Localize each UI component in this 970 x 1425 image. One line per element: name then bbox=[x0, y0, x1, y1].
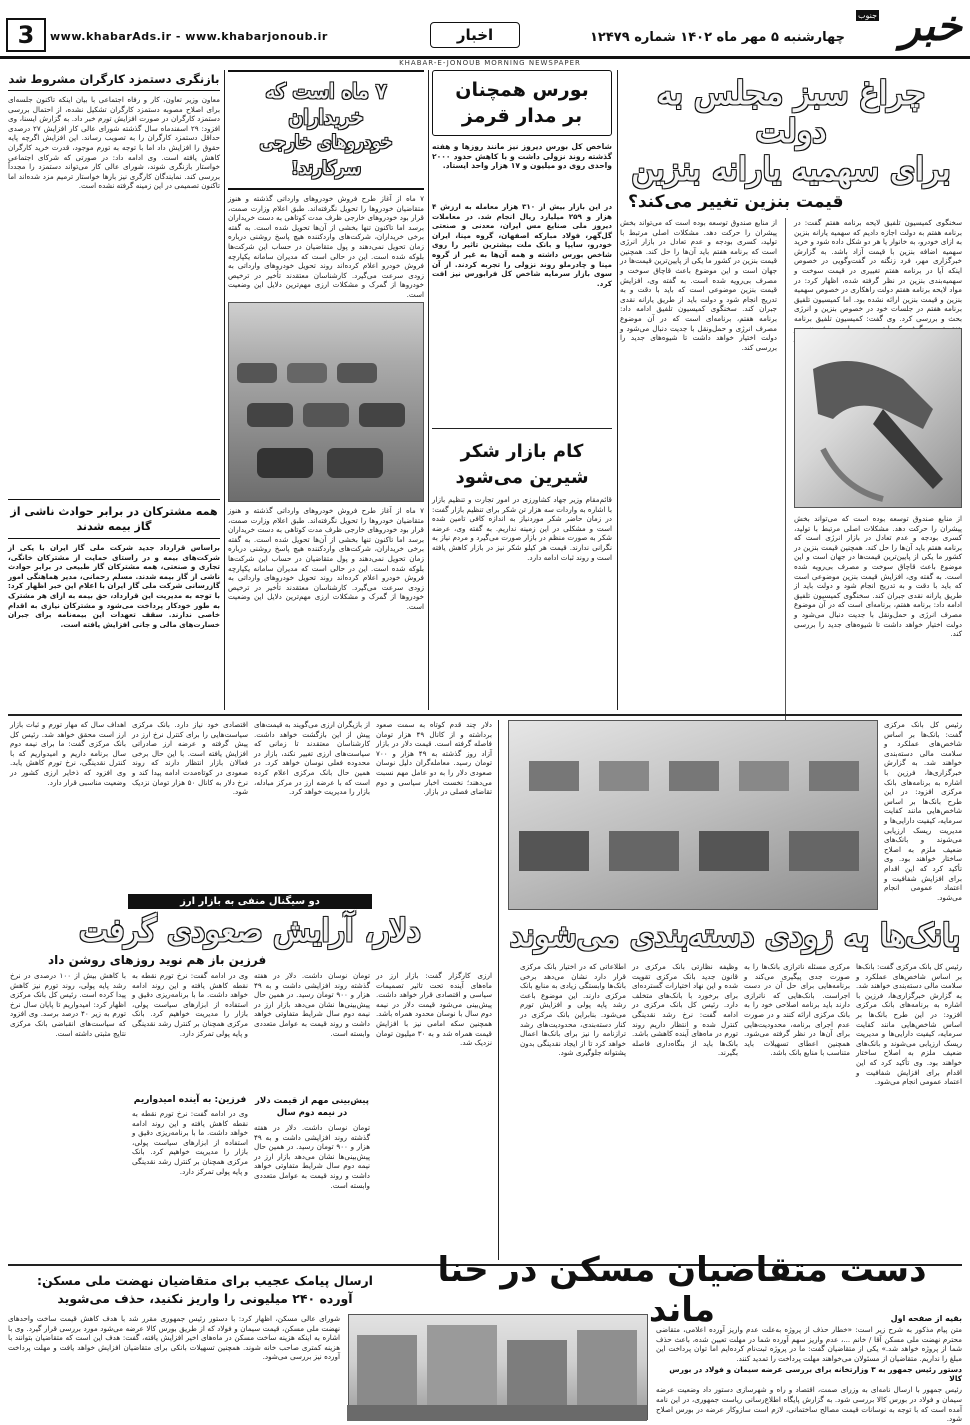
bourse-headline: بورس همچنان بر مدار قرمز bbox=[432, 70, 612, 136]
bourse-story bbox=[432, 70, 612, 710]
dollar-body-col6: تومان نوسان داشت. دلار در هفته گذشته روند افزایشی داشت و به ۴۹ هزار و ۹۰۰ تومان رسید. در همین حال پیش‌بینی‌ها نشان می‌دهد بازار ارز در نیمه دوم سال شرایط متفاوتی خواهد داشت و روند قیمت به عوامل متعددی وابسته است. bbox=[254, 971, 370, 1038]
dollar-body-col7: وی در ادامه گفت: نرخ تورم نقطه به نقطه کاهش یافته و این روند ادامه خواهد داشت. ما با برنامه‌ریزی دقیق و استفاده از ابزارهای سیاست پولی، بازار را مدیریت خواهیم کرد. بانک مرکزی همچنان بر کنترل رشد نقدینگی و پایه پولی تمرکز دارد. bbox=[132, 971, 248, 1038]
president-order-title: دستور رئیس جمهور به ۳ وزارتخانه برای بررسی عرضه سیمان و فولاد در بورس کالا bbox=[669, 1365, 962, 1384]
dollar-body-col1: دلار چند قدم کوتاه به سمت صعود برداشته و از کانال ۴۹ هزار تومان فاصله گرفته است. قیمت دلار در بازار آزاد روز گذشته به ۴۹ هزار و ۷۰۰ تومان رسید. معامله‌گران دلیل نوسان صعودی دلار را به دو عامل مهم نسبت می‌دهند؛ نخست اخبار سیاسی و دوم تقاضای فصلی در بازار. bbox=[376, 720, 493, 797]
sugar-body: قائم‌مقام وزیر جهاد کشاورزی در امور تجارت و تنظیم بازار با اشاره به واردات سه هزار تن شکر برای تنظیم بازار گفت: در زمان حاضر شکر موردنیاز به اندازه کافی تامین شده است و مشکلی در این زمینه نداریم. به گفته وی، عرضه شکر به صورت منظم در بازار صورت می‌گیرد و مردم نیاز به نگرانی ندارند. قیمت هر کیلو شکر نیز در بازار کاهش یافته است و روند ثبات ادامه دارد. bbox=[432, 495, 612, 562]
cars-headline-box bbox=[228, 70, 424, 190]
dollar-body-col2: از بازیگران ارزی می‌گویند به قیمت‌های پیش از این بازگشت خواهد داشت. کارشناسان معتقدند تا زمانی که سیاست‌های ارزی تغییر نکند، بازار در محدوده فعلی نوسان خواهد کرد. در همین حال بانک مرکزی اعلام کرده است که با عرضه ارز در مرکز مبادله، بازار را مدیریت خواهد کرد. bbox=[254, 720, 370, 797]
workers-story bbox=[8, 70, 220, 710]
farzin-box-title: فرزین: به آینده امیدواریم bbox=[133, 1095, 247, 1105]
housing-kicker-line2: آورده ۲۴۰ میلیونی را واریز نکنید، حذف می‌شوید bbox=[57, 1291, 353, 1306]
page-number: 3 bbox=[6, 18, 46, 52]
cars-parking-photo bbox=[228, 302, 424, 502]
dollar-headline: دلار، آرایش صعودی گرفت bbox=[79, 913, 421, 949]
logo-badge: جنوب bbox=[858, 11, 878, 20]
dollar-body-col6b: تومان نوسان داشت. دلار در هفته گذشته روند افزایشی داشت و به ۴۹ هزار و ۹۰۰ تومان رسید. در همین حال پیش‌بینی‌ها نشان می‌دهد بازار ارز در نیمه دوم سال شرایط متفاوتی خواهد داشت و روند قیمت به عوامل متعددی وابسته است. bbox=[254, 1123, 370, 1190]
cars-story bbox=[228, 70, 424, 710]
dollar-body-col5: ارزی کارگزار گفت: بازار ارز در ماه‌های آینده تحت تاثیر تصمیمات سیاسی و اقتصادی قرار خواهد داشت. پیش‌بینی می‌شود قیمت دلار در نیمه دوم سال با نوسان محدود همراه باشد. همچنین سکه امامی نیز با افزایش قیمت همراه شد و به ۳۰ میلیون تومان نزدیک شد. bbox=[376, 971, 492, 1048]
banks-body-col4: وظیفه نظارتی بانک مرکزی در قانون جدید بانک مرکزی تقویت شده و این نهاد اختیارات گسترده‌ای برای برخورد با بانک‌های متخلف دارد. رئیس کل بانک مرکزی در ادامه گفت: نرخ رشد نقدینگی کنترل شده و انتظار داریم روند تورم در ماه‌های آینده کاهشی باشد. بانک‌ها باید از بنگاه‌داری فاصله بگیرند. bbox=[632, 962, 738, 1058]
dollar-body-col3: اقتصادی خود نیاز دارد. بانک مرکزی سیاست‌هایی را برای کنترل نرخ ارز در پیش گرفته و عرضه ارز صادراتی افزایش یافته است. با این حال برخی فعالان بازار انتظار دارند که روند صعودی در کوتاه‌مدت ادامه پیدا کند و نرخ دلار به کانال ۵۰ هزار تومان نزدیک شود. bbox=[132, 720, 248, 797]
dollar-body-col4: اهداف سال که مهار تورم و ثبات بازار ارز است محقق خواهد شد. رئیس کل بانک مرکزی گفت: ما برای نیمه دوم سال برنامه داریم و امیدواریم که با کنترل نقدینگی، نرخ تورم کاهش یابد. وی افزود که ذخایر ارزی کشور در وضعیت مناسبی قرار دارد. bbox=[10, 720, 126, 787]
newspaper-logo bbox=[852, 1, 962, 56]
housing-buildings-photo bbox=[348, 1314, 648, 1420]
housing-story bbox=[8, 1250, 962, 1424]
gas-insurance-body: براساس قرارداد جدید شرکت ملی گاز ایران با یکی از شرکت‌های بیمه و در راستای حمایت از مشترکان خانگی، تجاری و صنعتی، همه مشترکان گاز طبیعی در برابر حوادث ناشی از گاز بیمه شدند. مسلم رحمانی، مدیر هماهنگی امور گازرسانی شرکت ملی گاز ایران با اعلام این خبر اظهار کرد: با توجه به مدیریت این قرارداد، حق بیمه به ازای هر مشترک به طور خودکار پرداخت می‌شود و مشترکان نیازی به اقدام خاصی ندارند. سقف تعهدات این بیمه‌نامه برای جبران خسارت‌های مالی و جانی افزایش یافته است. bbox=[8, 543, 220, 629]
dollar-forecast-title: پیش‌بینی مهم از قیمت دلار در نیمه دوم سال bbox=[255, 1096, 369, 1118]
dollar-body-col8: با کاهش بیش از ۱۰۰ درصدی در نرخ رشد پایه پولی، روند تورم نیز کاهش پیدا کرده است. رئیس کل بانک مرکزی اظهار کرد: امیدواریم تا پایان سال نرخ تورم به زیر ۴۰ درصد برسد. وی افزود که سیاست‌های انقباضی بانک مرکزی نتایج مثبتی داشته است. bbox=[10, 971, 127, 1038]
bourse-body: در این بازار بیش از ۳۱۰ هزار معامله به ارزش ۴ هزار و ۲۵۹ میلیارد ریال انجام شد. در معاملات دیروز ملی صنایع مس ایران، معدنی و صنعتی گل‌گهر، فولاد مبارکه اصفهان، گروه مپنا، ایران خودرو، سایپا و بانک ملت بیشترین تاثیر را روی شاخص بورس داشته و همه آن‌ها به غیر از گروه مپنا و چادرملو روند نزولی را تجربه کردند. از آن سوی بازار سرمایه شاخص کل فرابورس نیز افت کرد. bbox=[432, 202, 613, 288]
lead-body-col2: از منابع صندوق توسعه بوده است که می‌تواند بخش پیشران را حرکت دهد. مشکلات اصلی مرتبط با تولید، کسری بودجه و عدم تعادل در بازار انرژی است که برنامه هفتم باید آن‌ها را حل کند. همچنین قیمت بنزین در کشور ما یکی از پایین‌ترین قیمت‌ها در جهان است و این موضوع باعث قاچاق سوخت و مصرف بی‌رویه شده است. به گفته وی، افزایش قیمت بنزین موضوعی است که باید با دقت و به تدریج انجام شود و دولت باید از طریق یارانه نقدی جبران کند. سخنگوی کمیسیون تلفیق ادامه داد: برنامه هفتم، برنامه‌ای است که در آن موضوع مصرف انرژی و حمل‌ونقل با جدیت دنبال می‌شود و دولت اختیار خواهد داشت تا شیوه‌های جدید را بررسی کند. bbox=[620, 218, 778, 352]
dollar-subheadline: فرزین باز هم نوید روزهای روشن داد bbox=[48, 953, 267, 967]
dollar-kicker: دو سیگنال منفی به بازار ارز bbox=[128, 894, 372, 909]
sugar-headline: کام بازار شکر شیرین می‌شود bbox=[455, 441, 589, 488]
logo-wordmark: خبر bbox=[900, 1, 962, 50]
housing-body-right: متن پیام مذکور به شرح زیر است: «خطار حذف از پروژه به‌علت عدم واریز آورده اعلامی، متقاضی محترم نهضت ملی مسکن آقا / خانم ...، عدم واریز سهم آورده شما در مهلت تعیین شده، باعث حذف شما از پروژه خواهد شد.» یکی از متقاضیان گفت: ما در پروژه ثبت‌نام کرده‌ایم اما توان پرداخت این مبلغ را نداریم. متقاضیان از مسئولان می‌خواهند مهلت پرداخت را تمدید کنند. bbox=[656, 1325, 962, 1363]
lead-story bbox=[620, 70, 962, 710]
site-url[interactable]: www.khabarAds.ir - www.khabarjonoub.ir bbox=[50, 30, 328, 43]
bourse-lead: شاخص کل بورس دیروز نیز مانند روزها و هفته گذشته روند نزولی داشت و با کاهش حدود ۲۰۰۰ واحدی روی دو میلیون و ۱۷ هزار واحد ایستاد. bbox=[432, 142, 612, 171]
cars-headline-line2: خودروهای خارجی سرکارند! bbox=[259, 132, 393, 179]
lead-body-col1b: از منابع صندوق توسعه بوده است که می‌تواند بخش پیشران را حرکت دهد. مشکلات اصلی مرتبط با تولید، کسری بودجه و عدم تعادل در بازار انرژی است که برنامه هفتم باید آن‌ها را حل کند. همچنین قیمت بنزین در کشور ما یکی از پایین‌ترین قیمت‌ها در جهان است و این موضوع باعث قاچاق سوخت و مصرف بی‌رویه شده است. به گفته وی، افزایش قیمت بنزین موضوعی است که باید با دقت و به تدریج انجام شود و دولت باید از طریق یارانه نقدی جبران کند. سخنگوی کمیسیون تلفیق ادامه داد: برنامه هفتم، برنامه‌ای است که در آن موضوع مصرف انرژی و حمل‌ونقل با جدیت دنبال می‌شود و دولت اختیار خواهد داشت تا شیوه‌های جدید را بررسی کند. bbox=[794, 514, 962, 639]
housing-body-right2: رئیس جمهور با ارسال نامه‌ای به وزرای صمت، اقتصاد و راه و شهرسازی دستور داد وضعیت عرضه سیمان و فولاد در بورس کالا بررسی شود. به گزارش پایگاه اطلاع‌رسانی ریاست جمهوری، در این نامه آمده است که با توجه به نوسانات قیمت مصالح ساختمانی، لازم است سازوکار عرضه در بورس اصلاح شود. bbox=[656, 1385, 962, 1424]
gas-insurance-headline: همه مشترکان در برابر حوادث ناشی از گاز بیمه شدند bbox=[8, 499, 220, 539]
lead-headline-line2: برای سهمیه یارانه بنزین bbox=[631, 150, 951, 188]
issue-date: چهارشنبه ۵ مهر ماه ۱۴۰۲ شماره ۱۲۴۷۹ bbox=[590, 30, 845, 45]
cars-body-bottom: ۷ ماه از آغاز طرح فروش خودروهای وارداتی گذشته و هنوز متقاضیان خودروها را تحویل نگرفته‌اند. طبق اعلام وزارت صمت، قرار بود خودروهای خارجی ظرف مدت کوتاهی به دست خریداران برسد اما تاکنون تنها بخشی از آن‌ها تحویل شده است. به گفته برخی خریداران، شرکت‌های واردکننده هیچ پاسخ روشنی درباره زمان تحویل نمی‌دهند و پول متقاضیان در حساب این شرکت‌ها بلوکه شده است. این در حالی است که مدیران سامانه یکپارچه فروش خودرو اعلام کرده‌اند روند تحویل خودروهای وارداتی به زودی سرعت می‌گیرد. کارشناسان معتقدند تأخیر در ترخیص خودروها از گمرک و مشکلات ارزی مهم‌ترین دلایل این وضعیت است. bbox=[228, 506, 424, 611]
fuel-nozzle-photo bbox=[794, 328, 962, 508]
banks-headline: بانک‌ها به زودی دسته‌بندی می‌شوند bbox=[509, 918, 961, 954]
bank-desks-icon bbox=[509, 721, 877, 911]
banks-body-col2: رئیس کل بانک مرکزی گفت: بانک‌ها بر اساس شاخص‌های عملکرد و سلامت مالی دسته‌بندی خواهند شد. به گزارش خبرگزاری‌ها، فرزین با اشاره به برنامه‌های بانک مرکزی افزود: در این طرح بانک‌ها بر اساس شاخص‌هایی مانند کفایت سرمایه، کیفیت دارایی‌ها و مدیریت ریسک ارزیابی می‌شوند و بانک‌های ضعیف ملزم به اصلاح ساختار خواهند بود. وی تأکید کرد که این اقدام برای افزایش شفافیت و اعتماد عمومی انجام می‌شود. bbox=[856, 962, 962, 1087]
workers-headline: بازنگری دستمزد کارگران مشروط شد bbox=[8, 70, 220, 91]
housing-headline: دست متقاضیان مسکن در حنا ماند bbox=[437, 1250, 927, 1330]
banks-body-col5: اطلاعاتی که در اختیار بانک مرکزی قرار دارد نشان می‌دهد برخی بانک‌ها وابستگی زیادی به منابع بانک مرکزی دارند. این موضوع باعث رشد پایه پولی و افزایش تورم می‌شود. بنابراین بانک مرکزی در کنار دسته‌بندی، محدودیت‌های رشد ترازنامه را نیز برای بانک‌ها اعمال خواهد کرد تا از ایجاد نقدینگی بدون پشتوانه جلوگیری شود. bbox=[520, 962, 626, 1058]
masthead-strip: KHABAR-E-JONOUB MORNING NEWSPAPER bbox=[399, 59, 581, 67]
lead-headline-line1: چراغ سبز مجلس به دولت bbox=[656, 74, 926, 150]
buildings-icon bbox=[347, 1315, 647, 1421]
cars-headline-line1: ۷ ماه است که خریداران bbox=[265, 79, 387, 129]
dollar-story bbox=[8, 720, 492, 1260]
housing-kicker-line1: ارسال پیامک عجیب برای متقاضیان نهضت ملی مسکن: bbox=[37, 1273, 373, 1288]
banks-body-col1: رئیس کل بانک مرکزی گفت: بانک‌ها بر اساس شاخص‌های عملکرد و سلامت مالی دسته‌بندی خواهند شد. به گزارش خبرگزاری‌ها، فرزین با اشاره به برنامه‌های بانک مرکزی افزود: در این طرح بانک‌ها بر اساس شاخص‌هایی مانند کفایت سرمایه، کیفیت دارایی‌ها و مدیریت ریسک ارزیابی می‌شوند و بانک‌های ضعیف ملزم به اصلاح ساختار خواهند بود. وی تأکید کرد که این اقدام برای افزایش شفافیت و اعتماد عمومی انجام می‌شود. bbox=[884, 720, 962, 902]
housing-body-left: شورای عالی مسکن، اظهار کرد: با دستور رئیس جمهوری مقرر شد با هدف کاهش قیمت ساخت واحدهای نهضت ملی مسکن، قیمت سیمان و فولاد که از طریق بورس کالا عرضه می‌شود مورد بررسی قرار گیرد. وی با اشاره به اینکه هزینه ساخت مسکن در ماه‌های اخیر افزایش یافته، گفت: هدف این است که متقاضیان بتوانند با هزینه کمتری صاحب خانه شوند. همچنین تسهیلات بانکی برای متقاضیان افزایش خواهد یافت و مهلت پرداخت آورده نیز بررسی می‌شود. bbox=[8, 1314, 340, 1362]
masthead bbox=[0, 0, 970, 67]
lead-body-col1: سخنگوی کمیسیون تلفیق لایحه برنامه هفتم گفت: در برنامه هفتم به دولت اجازه دادیم که سهمیه یارانه بنزین به ازای خودرو، به خانوار یا هر دو شکل داده شود و خرید سهمیه اضافه بنزین با قیمت آزاد باشد. به گزارش خبرگزاری مهر، فرد زنگنه در گفت‌وگویی در خصوص اینکه آیا در برنامه هفتم تغییری در قیمت سوخت و سهمیه‌بندی بنزین در نظر گرفته شده، اظهار کرد: در مواد لایحه برنامه هفتم دولت راهکاری در خصوص سهمیه بنزین و قیمت بنزین ارائه نشده بود. اما کمیسیون تلفیق برنامه هفتم در جلسات خود در خصوص بنزین و انرژی بحث و بررسی کرد. وی گفت: کمیسیون تلفیق برنامه bbox=[794, 218, 962, 323]
section-label: اخبار bbox=[430, 22, 520, 48]
banks-story bbox=[508, 720, 962, 1260]
dollar-body-col7b: وی در ادامه گفت: نرخ تورم نقطه به نقطه کاهش یافته و این روند ادامه خواهد داشت. ما با برنامه‌ریزی دقیق و استفاده از ابزارهای سیاست پولی، بازار را مدیریت خواهیم کرد. بانک مرکزی همچنان بر کنترل رشد نقدینگی و پایه پولی تمرکز دارد. bbox=[132, 1109, 248, 1176]
lead-subhead: قیمت بنزین تغییر می‌کند؟ bbox=[628, 192, 844, 212]
fuel-nozzle-icon bbox=[793, 329, 961, 509]
cars-body-top: ۷ ماه از آغاز طرح فروش خودروهای وارداتی گذشته و هنوز متقاضیان خودروها را تحویل نگرفته‌اند. طبق اعلام وزارت صمت، قرار بود خودروهای خارجی ظرف مدت کوتاهی به دست خریداران برسد اما تاکنون تنها بخشی از آن‌ها تحویل شده است. به گفته برخی خریداران، شرکت‌های واردکننده هیچ پاسخ روشنی درباره زمان تحویل نمی‌دهند و پول متقاضیان در حساب این شرکت‌ها بلوکه شده است. این در حالی است که مدیران سامانه یکپارچه فروش خودرو اعلام کرده‌اند روند تحویل خودروهای وارداتی به زودی سرعت می‌گیرد. کارشناسان معتقدند تأخیر در ترخیص خودروها از گمرک و مشکلات ارزی مهم‌ترین دلایل این وضعیت است. bbox=[228, 194, 424, 299]
cars-lot-icon bbox=[227, 303, 423, 503]
housing-continued-label: بقیه از صفحه اول bbox=[890, 1314, 962, 1323]
workers-body: معاون وزیر تعاون، کار و رفاه اجتماعی با بیان اینکه تاکنون جلسه‌ای برای اصلاح مصوبه دستمزد کارگران تشکیل نشده، از احتمال بررسی دستمزد کارگران در صورت افزایش تورم خبر داد. به گزارش ایسنا، وی افزود: ۲۹ اسفندماه سال گذشته شورای عالی کار افزایش ۲۷ درصدی حداقل دستمزد کارگران را به تصویب رساند. این افزایش اگرچه پایه حقوق را افزایش داد اما با توجه به تورم موجود، قدرت خرید کارگران کاهش یافته است. وی ادامه داد: در صورتی که شرکای اجتماعی خواستار بازنگری شوند، شورای عالی کار می‌تواند دستمزد را مجدداً بررسی کند. نمایندگان کارگری نیز بارها خواستار ترمیم مزد شده‌اند اما تاکنون تصمیمی در این زمینه گرفته نشده است. bbox=[8, 95, 220, 191]
banks-body-col3: مرکزی مسئله ناترازی بانک‌ها را به صورت جدی پیگیری می‌کند و برنامه‌هایی برای حل آن در دست اجراست. بانک‌هایی که ناترازی دارند باید برنامه اصلاحی خود را به بانک مرکزی ارائه کنند و در صورت عدم اجرای برنامه، محدودیت‌هایی برای آن‌ها در نظر گرفته می‌شود. همچنین اعطای تسهیلات باید متناسب با منابع بانک باشد. bbox=[744, 962, 850, 1058]
bank-office-photo bbox=[508, 720, 878, 910]
